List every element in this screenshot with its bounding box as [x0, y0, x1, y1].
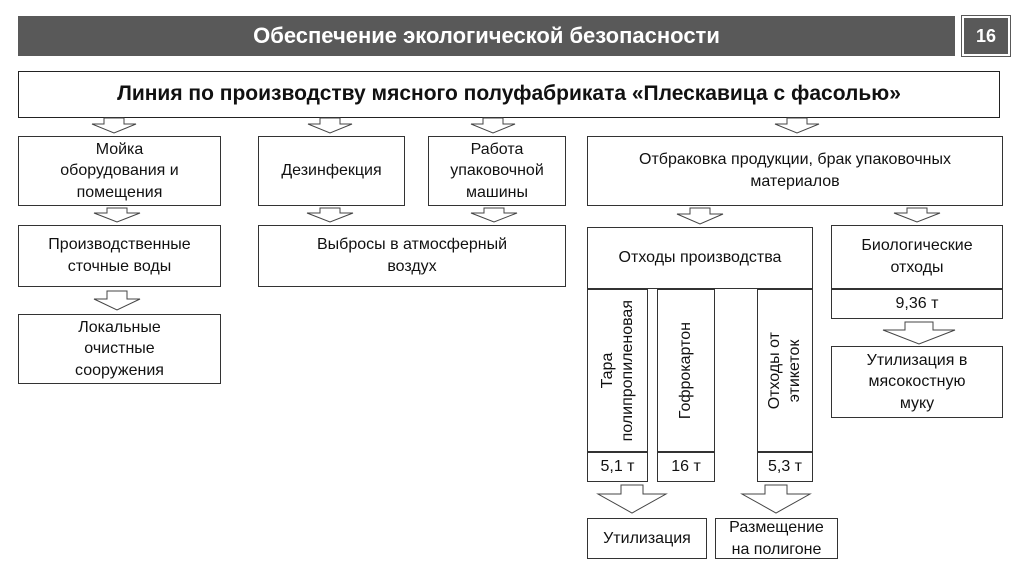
bio-amount-box: 9,36 т: [831, 289, 1003, 319]
cardboard-label: Гофрокартон: [677, 321, 694, 420]
packing-machine-box: Работа упаковочной машины: [428, 136, 566, 206]
arrow-wastewater-to-treatment: [94, 291, 140, 310]
arrow-disinfection-to-emissions: [307, 208, 353, 222]
wastewater-box: Производственные сточные воды: [18, 225, 221, 287]
slide-title: Обеспечение экологической безопасности: [18, 16, 955, 56]
arrow-bio-to-disposal: [883, 322, 955, 344]
bio-disposal-box: Утилизация в мясокостную муку: [831, 346, 1003, 418]
labels-waste-label: Отходы от этикеток: [766, 331, 803, 410]
arrow-to-packing: [471, 118, 515, 133]
arrow-to-landfill: [742, 485, 810, 513]
arrow-packing-to-emissions: [471, 208, 517, 222]
arrow-to-rejection: [775, 118, 819, 133]
treatment-box: Локальные очистные сооружения: [18, 314, 221, 384]
cardboard-amount-box: 16 т: [657, 452, 715, 482]
pp-container-label: Тара полипропиленовая: [598, 299, 636, 442]
arrow-washing-to-wastewater: [94, 208, 140, 222]
arrow-to-washing: [92, 118, 136, 133]
landfill-box: Размещение на полигоне: [715, 518, 838, 559]
arrow-rejection-to-bio-waste: [894, 208, 940, 222]
washing-box: Мойка оборудования и помещения: [18, 136, 221, 206]
labels-amount-box: 5,3 т: [757, 452, 813, 482]
line-title: Линия по производству мясного полуфабриката «Плескавица с фасолью»: [18, 71, 1000, 118]
pp-amount-box: 5,1 т: [587, 452, 648, 482]
slide-number: 16: [962, 16, 1010, 56]
arrow-rejection-to-production-waste: [677, 208, 723, 224]
emissions-box: Выбросы в атмосферный воздух: [258, 225, 566, 287]
bio-waste-box: Биологические отходы: [831, 225, 1003, 289]
utilization-box: Утилизация: [587, 518, 707, 559]
production-waste-box: Отходы производства: [587, 227, 813, 289]
rejection-box: Отбраковка продукции, брак упаковочных материалов: [587, 136, 1003, 206]
arrow-to-utilization: [598, 485, 666, 513]
arrow-to-disinfection: [308, 118, 352, 133]
disinfection-box: Дезинфекция: [258, 136, 405, 206]
